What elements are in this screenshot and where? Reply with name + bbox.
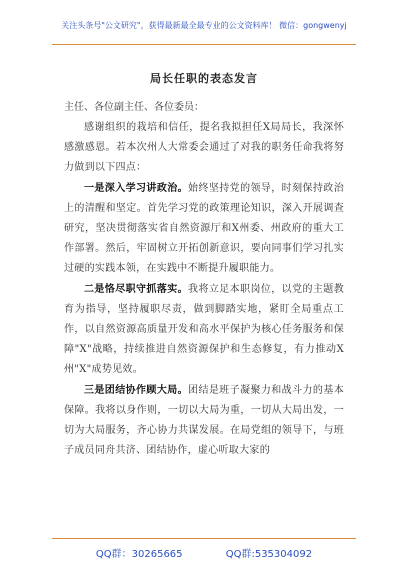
footer-rule — [52, 538, 356, 539]
document-body — [64, 118, 344, 461]
point-paragraph-3 — [64, 381, 344, 462]
point-paragraph-2 — [64, 280, 344, 381]
document-title: 局长任职的表态发言 — [150, 72, 258, 85]
header-rule — [52, 44, 356, 45]
point-text-3: 团结是班子凝聚力和战斗力的基本保障。我将以身作则，一切以大局为重，一切从大局出发，一切为大局服务，齐心协力共谋发展。在局党组的领导下，与班子成员同舟共济、团结协作，虚心听取大家的 — [64, 384, 345, 457]
point-heading-3: 三是团结协作顾大局。 — [84, 384, 189, 396]
point-text-2: 我将立足本职岗位，以党的主题教育为指导，坚持履职尽责，做到脚踏实地，紧盯全局重点工作，以自然资源高质量开发和高水平保护为核心任务服务和保障"X"战略，持续推进自然资源保护和生态修复，有力推动X州"X"成势见效。 — [64, 283, 345, 376]
qq-footer — [0, 545, 408, 560]
qq-group-2: QQ群:535304092 — [225, 549, 313, 560]
qq-group-1: QQ群：30265665 — [95, 549, 183, 560]
point-text-1: 始终坚持党的领导，时刻保持政治上的清醒和坚定。首先学习党的政策理论知识，深入开展调查研究，坚决贯彻落实省自然资源厅和X州委、州政府的重大工作部署。然后，牢固树立开拓创新意识，要向同事们学习扎实过硬的实践本领，在实践中不断提升履职能力。 — [64, 182, 345, 275]
intro-paragraph: 感谢组织的栽培和信任，提名我拟担任X局局长，我深怀感激感恩。若本次州人大常委会通过了对我的职务任命我将努力做到以下四点： — [64, 122, 344, 174]
promo-header: 关注头条号"公文研究"，获得最新最全最专业的公文资料库！ 微信：gongwenyj — [61, 21, 347, 30]
point-heading-2: 二是恪尽职守抓落实。 — [84, 283, 189, 295]
salutation: 主任、各位副主任、各位委员： — [64, 102, 204, 113]
point-paragraph-1 — [64, 179, 344, 280]
point-heading-1: 一是深入学习讲政治。 — [84, 182, 189, 194]
